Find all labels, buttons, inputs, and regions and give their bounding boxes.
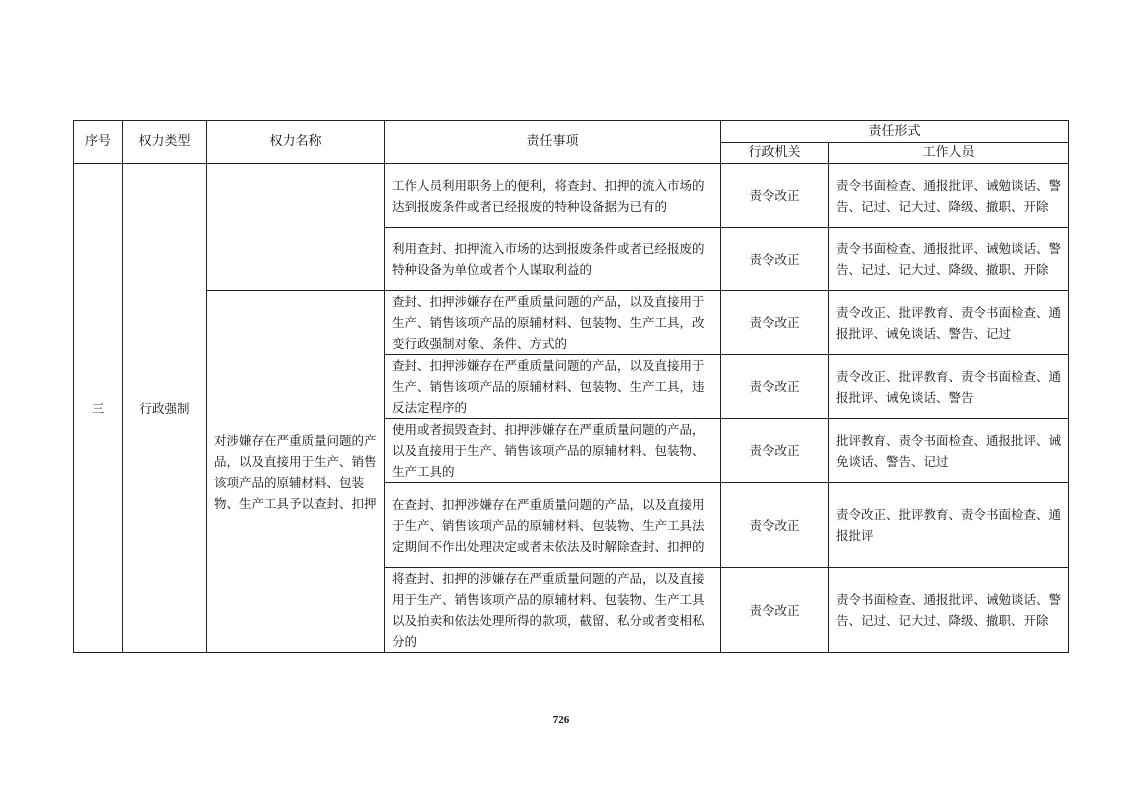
header-row xyxy=(74,121,1069,143)
agency-cell: 责令改正 xyxy=(721,568,829,653)
staff-cell: 责令改正、批评教育、责令书面检查、通报批评 xyxy=(829,483,1069,568)
item-cell: 使用或者损毁查封、扣押涉嫌存在严重质量问题的产品，以及直接用于生产、销售该项产品的原辅材料、包装物、生产工具的 xyxy=(385,419,721,483)
header-item: 责任事项 xyxy=(385,121,721,164)
header-form: 责任形式 xyxy=(721,121,1069,143)
staff-cell: 责令改正、批评教育、责令书面检查、通报批评、诫免谈话、警告 xyxy=(829,355,1069,419)
item-cell: 将查封、扣押的涉嫌存在严重质量问题的产品，以及直接用于生产、销售该项产品的原辅材料、包装物、生产工具以及拍卖和依法处理所得的款项，截留、私分或者变相私分的 xyxy=(385,568,721,653)
agency-cell: 责令改正 xyxy=(721,291,829,355)
staff-cell: 责令改正、批评教育、责令书面检查、通报批评、诫免谈话、警告、记过 xyxy=(829,291,1069,355)
table-row xyxy=(74,291,1069,355)
staff-cell: 责令书面检查、通报批评、诫勉谈话、警告、记过、记大过、降级、撤职、开除 xyxy=(829,568,1069,653)
header-staff: 工作人员 xyxy=(829,143,1069,164)
agency-cell: 责令改正 xyxy=(721,164,829,228)
header-power-name: 权力名称 xyxy=(207,121,385,164)
staff-cell: 批评教育、责令书面检查、通报批评、诫免谈话、警告、记过 xyxy=(829,419,1069,483)
header-agency: 行政机关 xyxy=(721,143,829,164)
item-cell: 利用查封、扣押流入市场的达到报废条件或者已经报废的特种设备为单位或者个人谋取利益的 xyxy=(385,228,721,291)
table-row xyxy=(74,164,1069,228)
seq-cell: 三 xyxy=(74,164,123,653)
header-seq: 序号 xyxy=(74,121,123,164)
agency-cell: 责令改正 xyxy=(721,483,829,568)
responsibility-table xyxy=(73,120,1069,653)
agency-cell: 责令改正 xyxy=(721,355,829,419)
item-cell: 工作人员利用职务上的便利，将查封、扣押的流入市场的达到报废条件或者已经报废的特种设备据为已有的 xyxy=(385,164,721,228)
agency-cell: 责令改正 xyxy=(721,419,829,483)
header-power-type: 权力类型 xyxy=(123,121,207,164)
item-cell: 在查封、扣押涉嫌存在严重质量问题的产品，以及直接用于生产、销售该项产品的原辅材料、包装物、生产工具法定期间不作出处理决定或者未依法及时解除查封、扣押的 xyxy=(385,483,721,568)
power-name-cell-empty xyxy=(207,164,385,291)
power-type-cell: 行政强制 xyxy=(123,164,207,653)
page-number: 726 xyxy=(552,714,570,726)
item-cell: 查封、扣押涉嫌存在严重质量问题的产品，以及直接用于生产、销售该项产品的原辅材料、包装物、生产工具，违反法定程序的 xyxy=(385,355,721,419)
staff-cell: 责令书面检查、通报批评、诫勉谈话、警告、记过、记大过、降级、撤职、开除 xyxy=(829,228,1069,291)
staff-cell: 责令书面检查、通报批评、诫勉谈话、警告、记过、记大过、降级、撤职、开除 xyxy=(829,164,1069,228)
power-name-cell: 对涉嫌存在严重质量问题的产品，以及直接用于生产、销售该项产品的原辅材料、包装物、生产工具予以查封、扣押 xyxy=(207,291,385,653)
item-cell: 查封、扣押涉嫌存在严重质量问题的产品，以及直接用于生产、销售该项产品的原辅材料、包装物、生产工具，改变行政强制对象、条件、方式的 xyxy=(385,291,721,355)
agency-cell: 责令改正 xyxy=(721,228,829,291)
